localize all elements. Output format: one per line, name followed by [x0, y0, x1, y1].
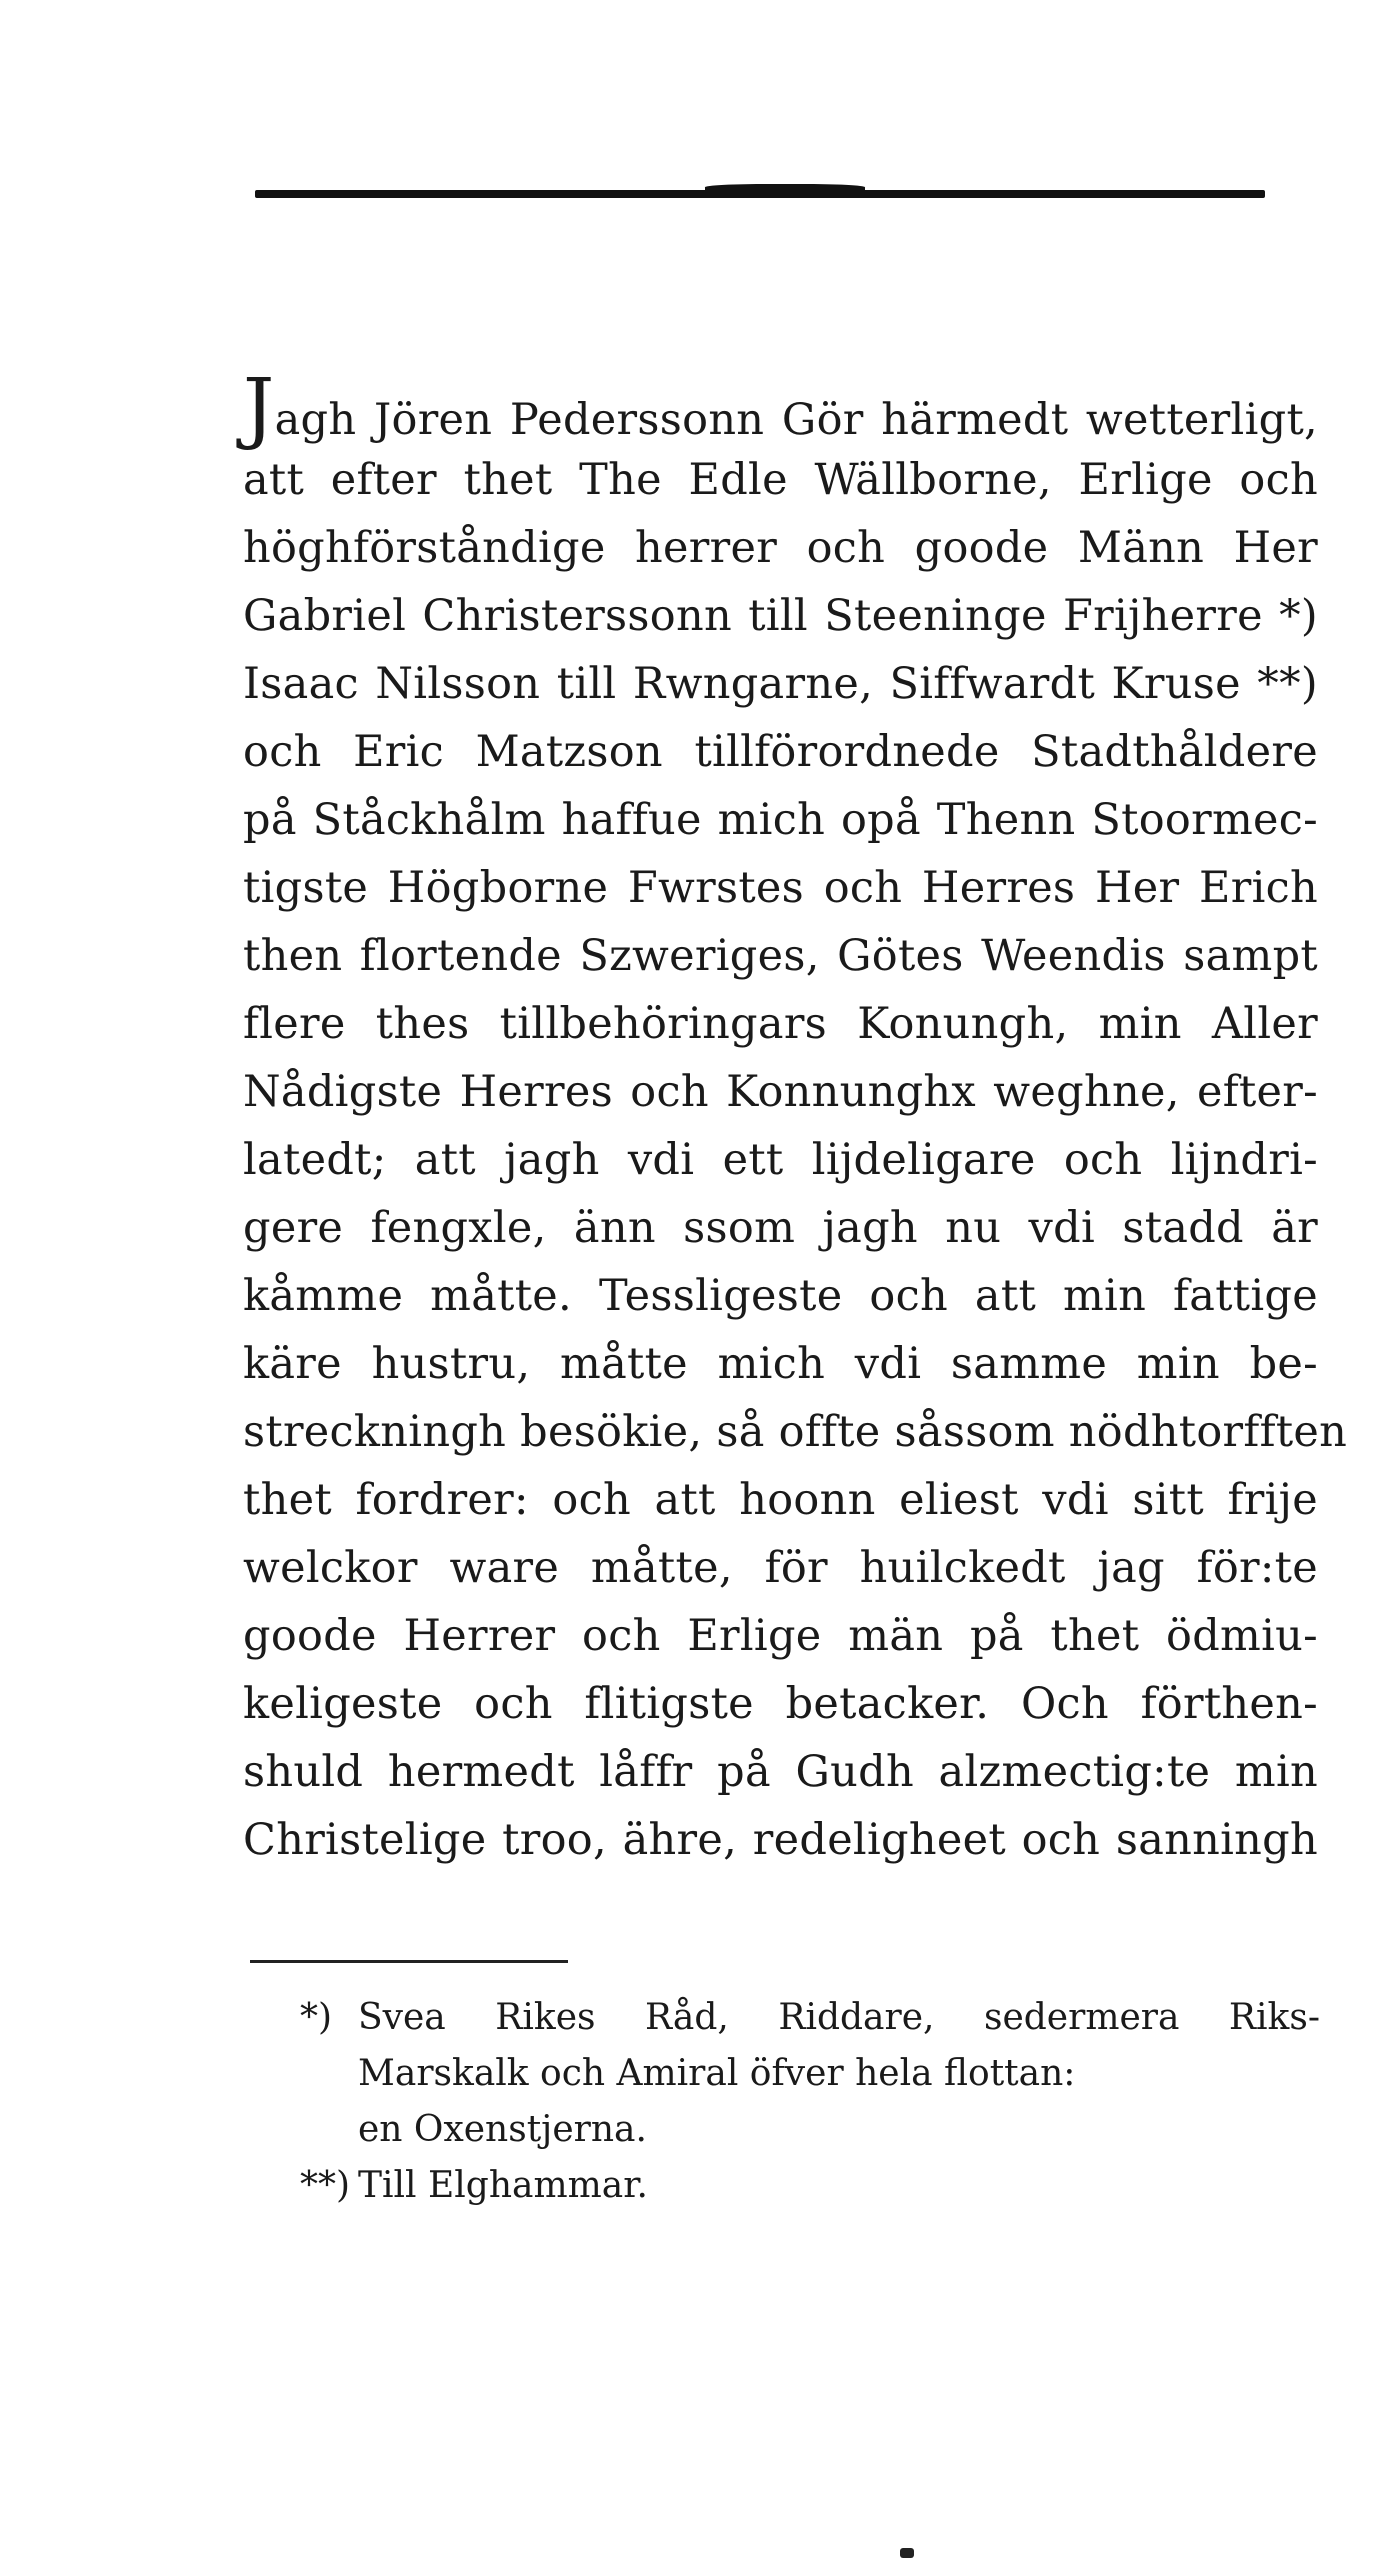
footnote-text: Till Elghammar. [358, 2165, 648, 2206]
first-line-text: agh Jören Pederssonn Gör härmedt wetterligt, [274, 395, 1318, 445]
text-line: käre hustru, måtte mich vdi samme min be- [243, 1339, 1318, 1389]
footnote-1-continued: Marskalk och Amiral öfver hela flottan: [358, 2053, 1076, 2094]
printer-mark [900, 2548, 914, 2558]
footnote-rule [250, 1960, 568, 1963]
text-line: och Eric Matzson tillförordnede Stadthåldere [243, 727, 1318, 777]
text-line: tigste Högborne Fwrstes och Herres Her Erich [243, 863, 1318, 913]
text-line: welckor ware måtte, för huilckedt jag för:te [243, 1543, 1318, 1593]
text-line: then flortende Szweriges, Götes Weendis sampt [243, 931, 1318, 981]
footnote-1 [300, 1990, 1320, 2046]
text-line: shuld hermedt låffr på Gudh alzmectig:te min [243, 1747, 1318, 1797]
text-line: goode Herrer och Erlige män på thet ödmiu- [243, 1611, 1318, 1661]
text-line: kåmme måtte. Tessligeste och att min fattige [243, 1271, 1318, 1321]
footnote-marker: **) [300, 2165, 351, 2206]
text-line: på Ståckhålm haffue mich opå Thenn Stoormec- [243, 795, 1318, 845]
body-text [243, 363, 1348, 1874]
text-line: gere fengxle, änn ssom jagh nu vdi stadd är [243, 1203, 1318, 1253]
footnote-2 [300, 2158, 1320, 2214]
text-line: höghförståndige herrer och goode Männ Her [243, 523, 1318, 573]
text-line: Gabriel Christerssonn till Steeninge Frijherre *) [243, 591, 1318, 641]
header-rule [255, 190, 1265, 198]
footnotes [300, 1990, 1320, 2214]
drop-cap: J [243, 363, 275, 453]
text-line: att efter thet The Edle Wällborne, Erlige och [243, 455, 1318, 505]
text-line: keligeste och flitigste betacker. Och förthen- [243, 1679, 1318, 1729]
text-line [243, 363, 1318, 453]
text-line: thet fordrer: och att hoonn eliest vdi sitt frije [243, 1475, 1318, 1525]
text-line: flere thes tillbehöringars Konungh, min Aller [243, 999, 1318, 1049]
text-line: Christelige troo, ähre, redeligheet och sanningh [243, 1815, 1318, 1865]
text-line: streckningh besökie, så offte såssom nödhtorfften [243, 1407, 1348, 1457]
text-line: Nådigste Herres och Konnunghx weghne, efter- [243, 1067, 1318, 1117]
footnote-marker: *) [300, 1997, 333, 2038]
text-line: Isaac Nilsson till Rwngarne, Siffwardt Kruse **) [243, 659, 1318, 709]
footnote-text: Svea Rikes Råd, Riddare, sedermera Riks- [358, 1997, 1320, 2038]
text-line: latedt; att jagh vdi ett lijdeligare och lijndri- [243, 1135, 1318, 1185]
footnote-1-continued: en Oxenstjerna. [358, 2109, 647, 2150]
